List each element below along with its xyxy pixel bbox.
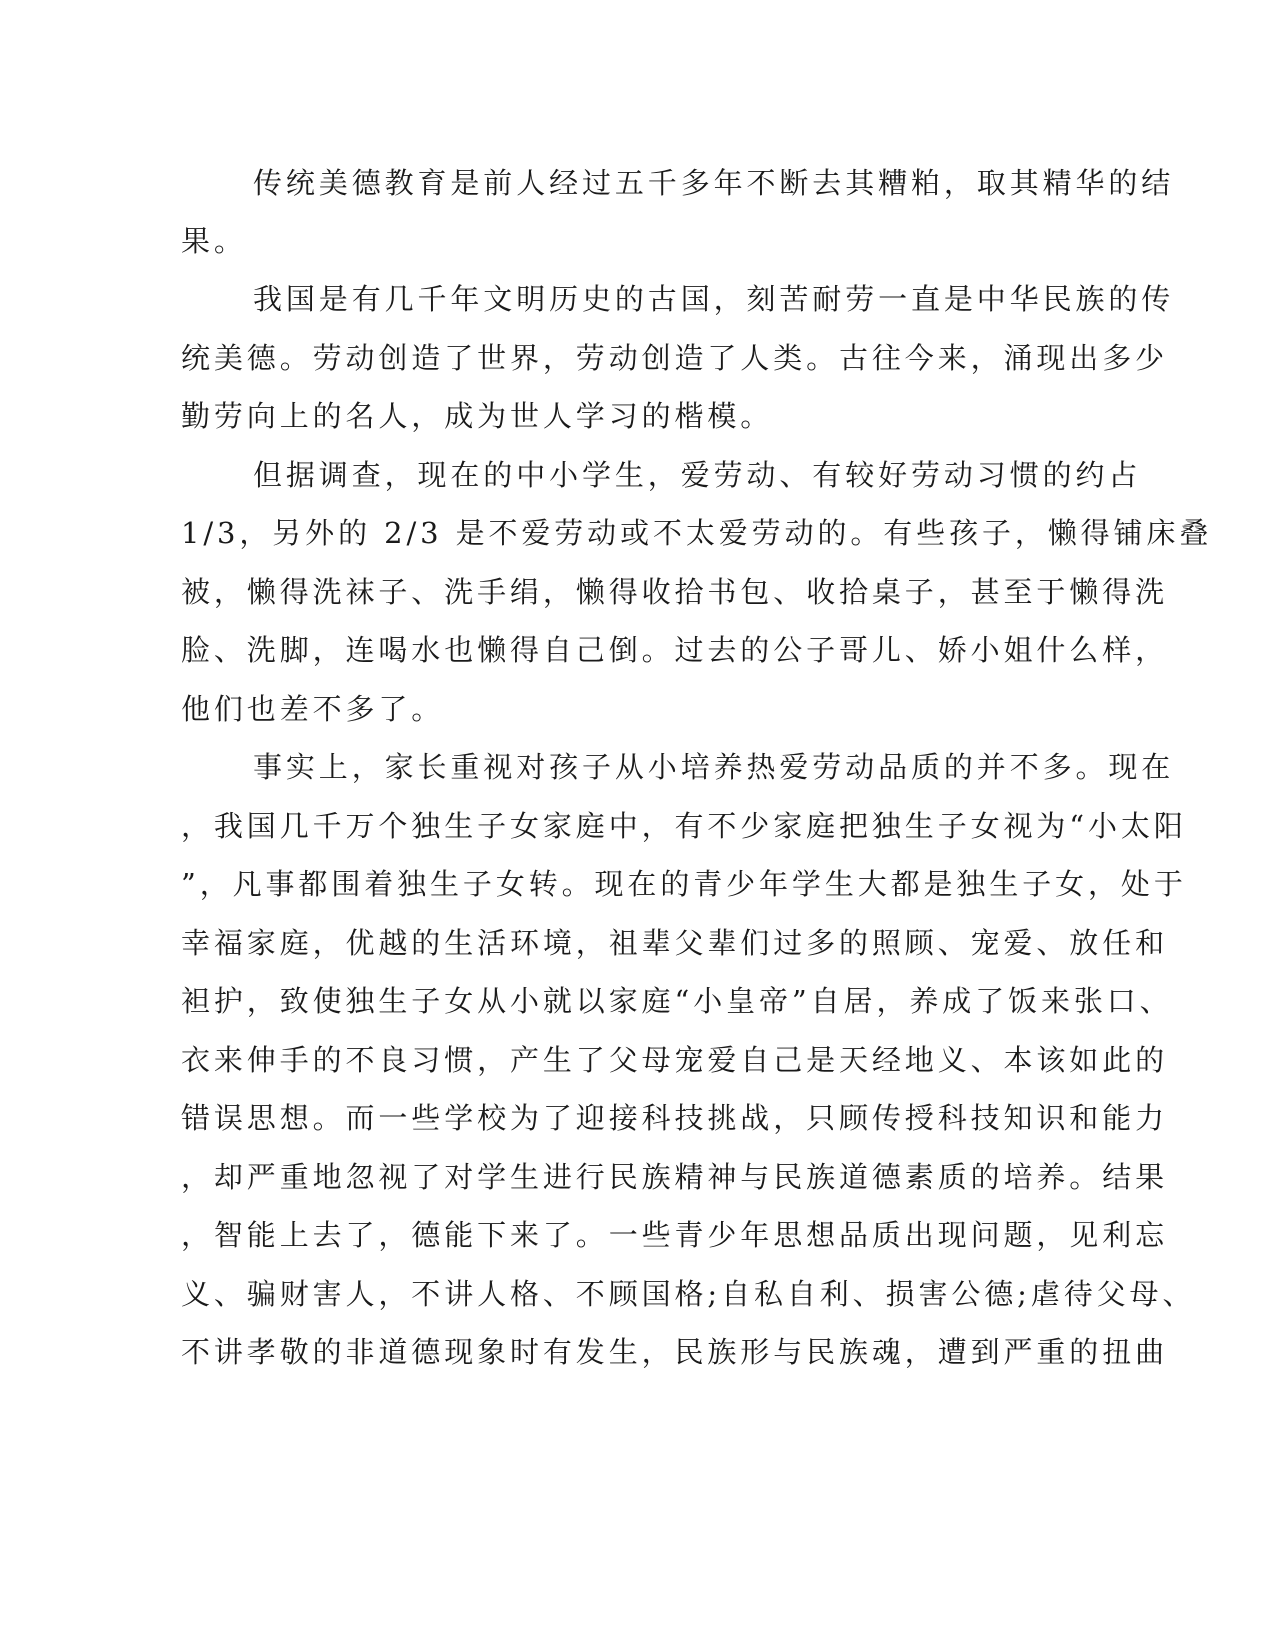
text-line: 被，懒得洗袜子、洗手绢，懒得收拾书包、收拾桌子，甚至于懒得洗 <box>181 575 1169 609</box>
text-line: 幸福家庭，优越的生活环境，祖辈父辈们过多的照顾、宠爱、放任和 <box>181 926 1169 960</box>
text-line: 果。 <box>181 224 247 258</box>
text-line: ”，凡事都围着独生子女转。现在的青少年学生大都是独生子女，处于 <box>181 867 1187 901</box>
text-line: ，我国几千万个独生子女家庭中，有不少家庭把独生子女视为“小太阳 <box>181 809 1187 843</box>
text-line: 义、骗财害人，不讲人格、不顾国格;自私自利、损害公德;虐待父母、 <box>181 1277 1196 1311</box>
text-line: 错误思想。而一些学校为了迎接科技挑战，只顾传授科技知识和能力 <box>181 1101 1169 1135</box>
text-line: 袒护，致使独生子女从小就以家庭“小皇帝”自居，养成了饭来张口、 <box>181 984 1173 1018</box>
text-line: 但据调查，现在的中小学生，爱劳动、有较好劳动习惯的约占 <box>253 458 1142 492</box>
text-line: 统美德。劳动创造了世界，劳动创造了人类。古往今来，涌现出多少 <box>181 341 1169 375</box>
text-line: 勤劳向上的名人，成为世人学习的楷模。 <box>181 399 774 433</box>
text-line: ，却严重地忽视了对学生进行民族精神与民族道德素质的培养。结果 <box>181 1160 1169 1194</box>
text-line: 衣来伸手的不良习惯，产生了父母宠爱自己是天经地义、本该如此的 <box>181 1043 1169 1077</box>
text-line: 传统美德教育是前人经过五千多年不断去其糟粕，取其精华的结 <box>253 166 1175 200</box>
text-line: 脸、洗脚，连喝水也懒得自己倒。过去的公子哥儿、娇小姐什么样， <box>181 633 1169 667</box>
text-line: 不讲孝敬的非道德现象时有发生，民族形与民族魂，遭到严重的扭曲 <box>181 1335 1169 1369</box>
text-line: 事实上，家长重视对孩子从小培养热爱劳动品质的并不多。现在 <box>253 750 1175 784</box>
text-line: 1/3，另外的 2/3 是不爱劳动或不太爱劳动的。有些孩子，懒得铺床叠 <box>181 516 1213 550</box>
text-line: ，智能上去了，德能下来了。一些青少年思想品质出现问题，见利忘 <box>181 1218 1169 1252</box>
text-line: 他们也差不多了。 <box>181 692 445 726</box>
text-line: 我国是有几千年文明历史的古国，刻苦耐劳一直是中华民族的传 <box>253 282 1175 316</box>
